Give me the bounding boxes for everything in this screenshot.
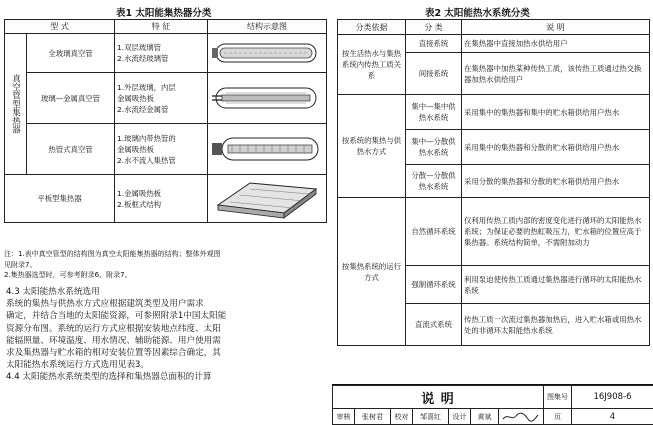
review-role: 审核 — [333, 409, 355, 425]
table1-row-name: 全玻璃真空管 — [27, 34, 115, 73]
table2-category: 分散—分散供热水系统 — [406, 165, 462, 198]
table1-header-diagram: 结构示意图 — [208, 20, 327, 34]
table2-category: 直接系统 — [406, 35, 462, 53]
table1-group-label: 真空管型集热器 — [5, 34, 27, 175]
check-role: 校对 — [391, 409, 413, 425]
atlas-number: 16J908-6 — [572, 386, 653, 409]
section-text — [6, 286, 322, 384]
table2-category: 集中—分散供热水系统 — [406, 130, 462, 165]
page-label: 页 — [544, 409, 572, 425]
table2-basis: 按系统的集热与供热水方式 — [338, 95, 406, 198]
drawing-title: 说 明 — [333, 386, 544, 409]
table1-row-name: 平板型集热器 — [5, 175, 115, 223]
table2-description: 在集热器中直接加热水供给用户 — [462, 35, 650, 53]
table2-category: 间接系统 — [406, 53, 462, 95]
all-glass-tube-diagram — [208, 34, 327, 73]
table1-caption: 表1 太阳能集热器分类 — [116, 5, 211, 19]
section-line: 资源分布图。系统的运行方式应根据安装地点纬度、太阳 — [6, 323, 322, 335]
atlas-label: 图集号 — [544, 386, 572, 409]
table2-category: 集中—集中供热水系统 — [406, 95, 462, 130]
table2-description: 传热工质一次流过集热器加热后，进入贮水箱或用热水处的非循环太阳能热水系统 — [462, 304, 650, 346]
design-role: 设计 — [449, 409, 471, 425]
flat-plate-collector-diagram — [208, 175, 327, 223]
table2-category: 直流式系统 — [406, 304, 462, 346]
table1-header-type: 型 式 — [5, 20, 115, 34]
table2-header-description: 说 明 — [462, 20, 650, 35]
table2-description: 采用分散的集热器和分散的贮水箱供给用户热水 — [462, 165, 650, 198]
section-line: 太阳能热水系统运行方式选用见表3。 — [6, 359, 322, 371]
table2-category: 自然循环系统 — [406, 198, 462, 266]
page-number: 4 — [572, 409, 653, 425]
collector-table — [4, 19, 327, 223]
glass-metal-tube-diagram — [208, 73, 327, 124]
table2-description: 仅利用传热工质内部的密度变化进行循环的太阳能热水系统；为保证必要的热虹吸压力，贮水箱的位置应高于集热器。系统结构简单，不需附加动力 — [462, 198, 650, 266]
table2-basis: 按生活热水与集热系统内传热工质关系 — [338, 35, 406, 95]
section-heading: 4.3 太阳能热水系统选用 — [6, 286, 322, 298]
table2-caption: 表2 太阳能热水系统分类 — [425, 5, 530, 19]
table1-row-name: 热管式真空管 — [27, 124, 115, 175]
table2-category: 强制循环系统 — [406, 266, 462, 304]
design-name: 黄斌 — [471, 409, 499, 425]
table1-row-features: 1.双层玻璃管 2.水流经玻璃管 — [115, 34, 208, 73]
section-line: 确定，并结合当地的太阳能资源，可参照附录1中国太阳能 — [6, 310, 322, 322]
section-line: 求及集热器与贮水箱的相对安装位置等因素综合确定，其 — [6, 347, 322, 359]
signature — [499, 409, 544, 425]
heat-pipe-tube-diagram — [208, 124, 327, 175]
table2-basis: 按集热系统的运行方式 — [338, 198, 406, 346]
table1-header-features: 特 征 — [115, 20, 208, 34]
table1-row-features: 1.外层玻璃，内层 金属吸热板 2.水流经金属管 — [115, 73, 208, 124]
table2-description: 采用集中的集热器和集中的贮水箱供给用户热水 — [462, 95, 650, 130]
system-table — [337, 19, 650, 346]
table2-description: 采用集中的集热器和分散的贮水箱供给用户热水 — [462, 130, 650, 165]
table1-row-features: 1.玻璃内带热管的 金属吸热板 2.水不流入集热管 — [115, 124, 208, 175]
title-block — [332, 384, 653, 425]
table1-row-features: 1.金属吸热板 2.板框式结构 — [115, 175, 208, 223]
section-line: 能辐照量、环境温度、用水情况、辅助能源、用户使用需 — [6, 335, 322, 347]
table1-notes: 注：1.表中真空管型的结构图为真空太阳能集热器的结构；整体外观图 见附录7。 2.集热器选型时，可参考附录6、附录7。 — [4, 249, 326, 281]
table1-row-name: 玻璃—金属真空管 — [27, 73, 115, 124]
table2-header-category: 分 类 — [406, 20, 462, 35]
table2-header-basis: 分类依据 — [338, 20, 406, 35]
section-heading-2: 4.4 太阳能热水系统类型的选择和集热器总面积的计算 — [6, 371, 322, 383]
table2-description: 在集热器中加热某种传热工质，该传热工质通过热交换器加热水供给用户 — [462, 53, 650, 95]
section-line: 系统的集热与供热水方式应根据建筑类型及用户需求 — [6, 298, 322, 310]
review-name: 张树君 — [355, 409, 391, 425]
table2-description: 利用泵迫使传热工质通过集热器进行循环的太阳能热水系统 — [462, 266, 650, 304]
check-name: 邹喜红 — [413, 409, 449, 425]
